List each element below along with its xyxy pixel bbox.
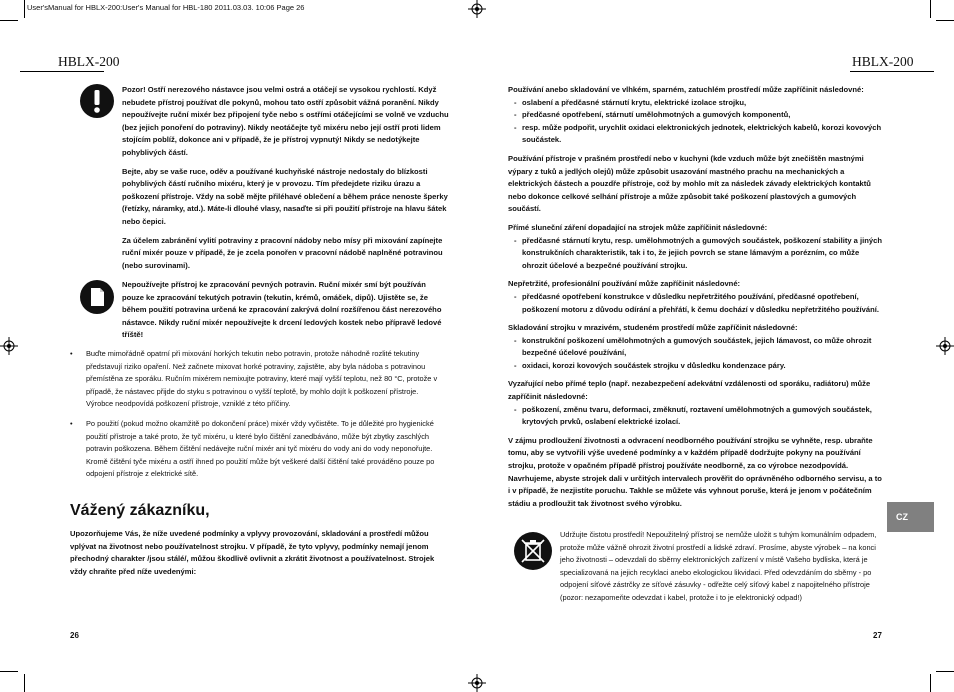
list-item: - předčasné opotřebení konstrukce v důsledku nepřetržitého používání, předčasné opotřebení, poškození motoru z důvodu odírání a přehřátí, k čemu dochází v důsledku nepřetržitého používání. xyxy=(508,291,884,316)
crop-mark xyxy=(24,674,25,692)
section-title: Skladování strojku v mrazivém, studeném prostředí může zapříčinit následovné: xyxy=(508,323,798,333)
list-item: - poškození, změnu tvaru, deformaci, změknutí, roztavení umělohmotných a gumových součástek, krytových prvků, oslabení elektrické izolací. xyxy=(508,404,884,429)
warning-paragraph: Pozor! Ostří nerezového nástavce jsou velmi ostrá a otáčejí se vysokou rychlostí. Když nebudete přístroj používat dle pokynů, mohou tato ostří způsobit vážná poranění. Nikdy nepoužívejte ruční mixér bez připojení tyče nebo s ostřími otáčejícími se volně ve vzduchu (bez jejich ponoření do potraviny). Nikdy neotáčejte tyč mixéru nebo její ostří proti lidem stojícím poblíž, dokonce ani v případě, že je přístroj vypnutý! Nikdy se nedotýkejte pohyblivých částí. xyxy=(122,85,449,157)
list-item: - oxidaci, korozi kovových součástek strojku v důsledku kondenzace páry. xyxy=(508,360,884,373)
right-header-rule xyxy=(850,71,934,72)
section-title: Používání přístroje v prašném prostředí nebo v kuchyni (kde vzduch může být znečištěn mastnými výpary z tuků a jedlých olejů) může způsobit usazování mastného prachu na mechanických a elektrických částech a pouzdře přístroje, což by mohlo mít za následek závady elektrických kontaktů nebo dokonce celkové selhání přístroje a může způsobit také poškození plastových a gumových součástí. xyxy=(508,153,871,214)
left-page-header: HBLX-200 xyxy=(58,54,120,69)
section-title: Přímé sluneční záření dopadající na strojek může zapříčinit následovné: xyxy=(508,222,768,232)
file-header: User'sManual for HBLX-200:User's Manual for HBL-180 2011.03.03. 10:06 Page 26 xyxy=(27,3,305,12)
section-title: Používání anebo skladování ve vlhkém, sparném, zatuchlém prostředí může zapříčinit následovné: xyxy=(508,85,864,94)
section xyxy=(508,278,884,316)
section-title: Vyzařující nebo přímé teplo (např. nezabezpečení adekvátní vzdálenosti od sporáku, radiátoru) může zapříčinit následovné: xyxy=(508,379,871,402)
registration-mark-icon xyxy=(936,337,954,355)
document-icon xyxy=(80,280,114,314)
warning-block xyxy=(122,84,452,278)
left-header-rule xyxy=(20,71,104,72)
recycle-paragraph: Udržujte čistotu prostředí! Nepoužitelný přístroj se nemůže uložit s tuhým komunálním odpadem, protože může vážně ohrozit životní prostředí a lidské zdraví. Prosíme, abyste výrobek – na konci jeho životnosti – odevzdali do sběrny elektronických zařízení v místě Vašeho bydliska, která je specializovaná na jejich recyklaci anebo ekologickou likvidaci. Před odevzdáním do sběrny - po odpojení síťové zástrčky ze síťové zásuvky - odřežte celý síťový kabel z napojitelného přístroje (pozor: nezapomeňte odevzdat i kabel, protože i to je elektronický odpad!) xyxy=(560,530,877,602)
section xyxy=(508,153,884,216)
list-item: • Buďte mimořádně opatrní při mixování horkých tekutin nebo potravin, protože náhodně rozlité tekutiny představují riziko opaření. Než začnete mixovat horké potraviny, zajistěte, aby byla nádoba s potravinou přemístěna ze sporáku. Ručním mixérem nemixujte potraviny, které mají vyšší teplotu, než 80 °C, protože v případě, že nástavec přijde do styku s potravinou o vyšší teplotě, by mohlo dojít k poškození přístroje. Výrobce neodpovídá poškození přístroje, vzniklé z této příčiny. xyxy=(70,348,440,411)
list-item: • Po použití (pokud možno okamžitě po dokončení práce) mixér vždy vyčistěte. To je důležité pro hygienické použití přístroje a také proto, že tyč mixéru, u které bylo čištění zanedbáváno, může být zbytky zaschlých potravin poškozena. Během čištění nedávejte ruční mixér ani tyč mixéru do vody ani do vody neponořujte. Kromě čištění tyče mixéru a ostří ihned po použití může být veškeré další čištění také prováděno pouze po odpojení přístroje z elektrické sítě. xyxy=(70,418,440,481)
list-item: - předčasné opotřebení, stárnutí umělohmotných a gumových komponentů, xyxy=(508,109,884,122)
crop-mark xyxy=(24,0,25,18)
crop-mark xyxy=(0,671,18,672)
crossed-bin-icon xyxy=(514,532,552,570)
conditions-text xyxy=(508,84,884,516)
note-paragraph: Nepoužívejte přístroj ke zpracování pevných potravin. Ruční mixér smí být používán pouze ke zpracování tekutých potravin (tekutin, krémů, omáček, dipů). Ujistěte se, že během použití potravina určená ke zpracování zakrývá dolní rozšířenou část nerezového nástavce. Nikdy ruční mixér nepoužívejte k drcení ledových kostek nebo přípravě ledové tříště! xyxy=(122,280,442,340)
section xyxy=(508,84,884,147)
crop-mark xyxy=(936,671,954,672)
section xyxy=(508,435,884,511)
registration-mark-icon xyxy=(468,0,486,18)
crop-mark xyxy=(930,674,931,692)
section xyxy=(508,378,884,428)
exclamation-icon xyxy=(80,84,114,118)
intro-paragraph: Upozorňujeme Vás, že níže uvedené podmínky a vplyvy provozování, skladování a prostředí můžou vplývat na životnost nebo používatelnost strojku. V případě, že tyto vplyvy, podmínky nemají jenom přechodný charakter /jsou stálé/, můžou škodlivě ovlivnit a zkrátit životnost a používatelnost. Strojek vždy chraňte před níže uvedenými: xyxy=(70,529,435,576)
page-number: 26 xyxy=(70,631,79,640)
list-item: - konstrukční poškození umělohmotných a gumových součástek, jejich lámavost, co může ohrozit bezpečné účelové používání, xyxy=(508,335,884,360)
registration-mark-icon xyxy=(468,674,486,692)
section xyxy=(508,322,884,372)
warning-paragraph: Za účelem zabránění vylití potraviny z pracovní nádoby nebo mísy při mixování zapínejte ruční mixér pouze v případě, že je zcela ponořen v pracovní nádobě naplněné potravinou (nebo surovinami). xyxy=(122,235,443,270)
right-page-header: HBLX-200 xyxy=(852,54,914,69)
warning-paragraph: Bejte, aby se vaše ruce, oděv a používané kuchyňské nástroje nedostaly do blízkosti pohyblivých částí ručního mixéru, který je v provozu. Tím předejdete riziku úrazu a poškození přístroje. Vždy na sobě mějte přiléhavé oblečení a během práce nenoste šperky (řetízky, náramky, atd.). Máte-li dlouhé vlasy, nasaďte si při použití přístroje na hlavu šátek nebo čepici. xyxy=(122,166,448,226)
bullet-list xyxy=(70,348,440,488)
crop-mark xyxy=(0,20,18,21)
page-number: 27 xyxy=(873,631,882,640)
language-tab-label: CZ xyxy=(896,512,908,522)
section-title: Nepřetržité, profesionální používání může zapříčinit následovné: xyxy=(508,279,741,289)
registration-mark-icon xyxy=(0,337,18,355)
list-item: - resp. může podpořit, urychlit oxidaci elektronických jednotek, elektrických kabelů, korozi kovových součástek. xyxy=(508,122,884,147)
crop-mark xyxy=(936,20,954,21)
section-title: V zájmu prodloužení životnosti a odvracení neodborného používání strojku se vyhněte, resp. ubraňte tomu, aby se vytvořili výše uvedené podmínky a v každém případě dodržujte pokyny na používání strojku, protože v opačném případě přístroj používáte neodborně, za co výrobce nezodpovídá. Navrhujeme, abyste strojek dali v určitých intervalech prověřit do oprávněného odborného servisu, a to i v případě, že nezjistíte poruchu. Takhle se můžete vás vyhnout poruše, která je jenom v počátečním stádiu a prodloužit tak životnost svého výrobku. xyxy=(508,435,882,508)
language-tab xyxy=(887,502,934,532)
page-title: Vážený zákazníku, xyxy=(70,502,210,519)
list-item: - oslabení a předčasné stárnutí krytu, elektrické izolace strojku, xyxy=(508,97,884,110)
section xyxy=(508,222,884,272)
crop-mark xyxy=(930,0,931,18)
list-item: - předčasné stárnutí krytu, resp. umělohmotných a gumových součástek, poškození stability a jiných konstrukčních charakteristik, tak i to, že jejich povrch se stane lámavým a porézním, co může ohrozit účelové a bezpečné používání strojku. xyxy=(508,235,884,273)
